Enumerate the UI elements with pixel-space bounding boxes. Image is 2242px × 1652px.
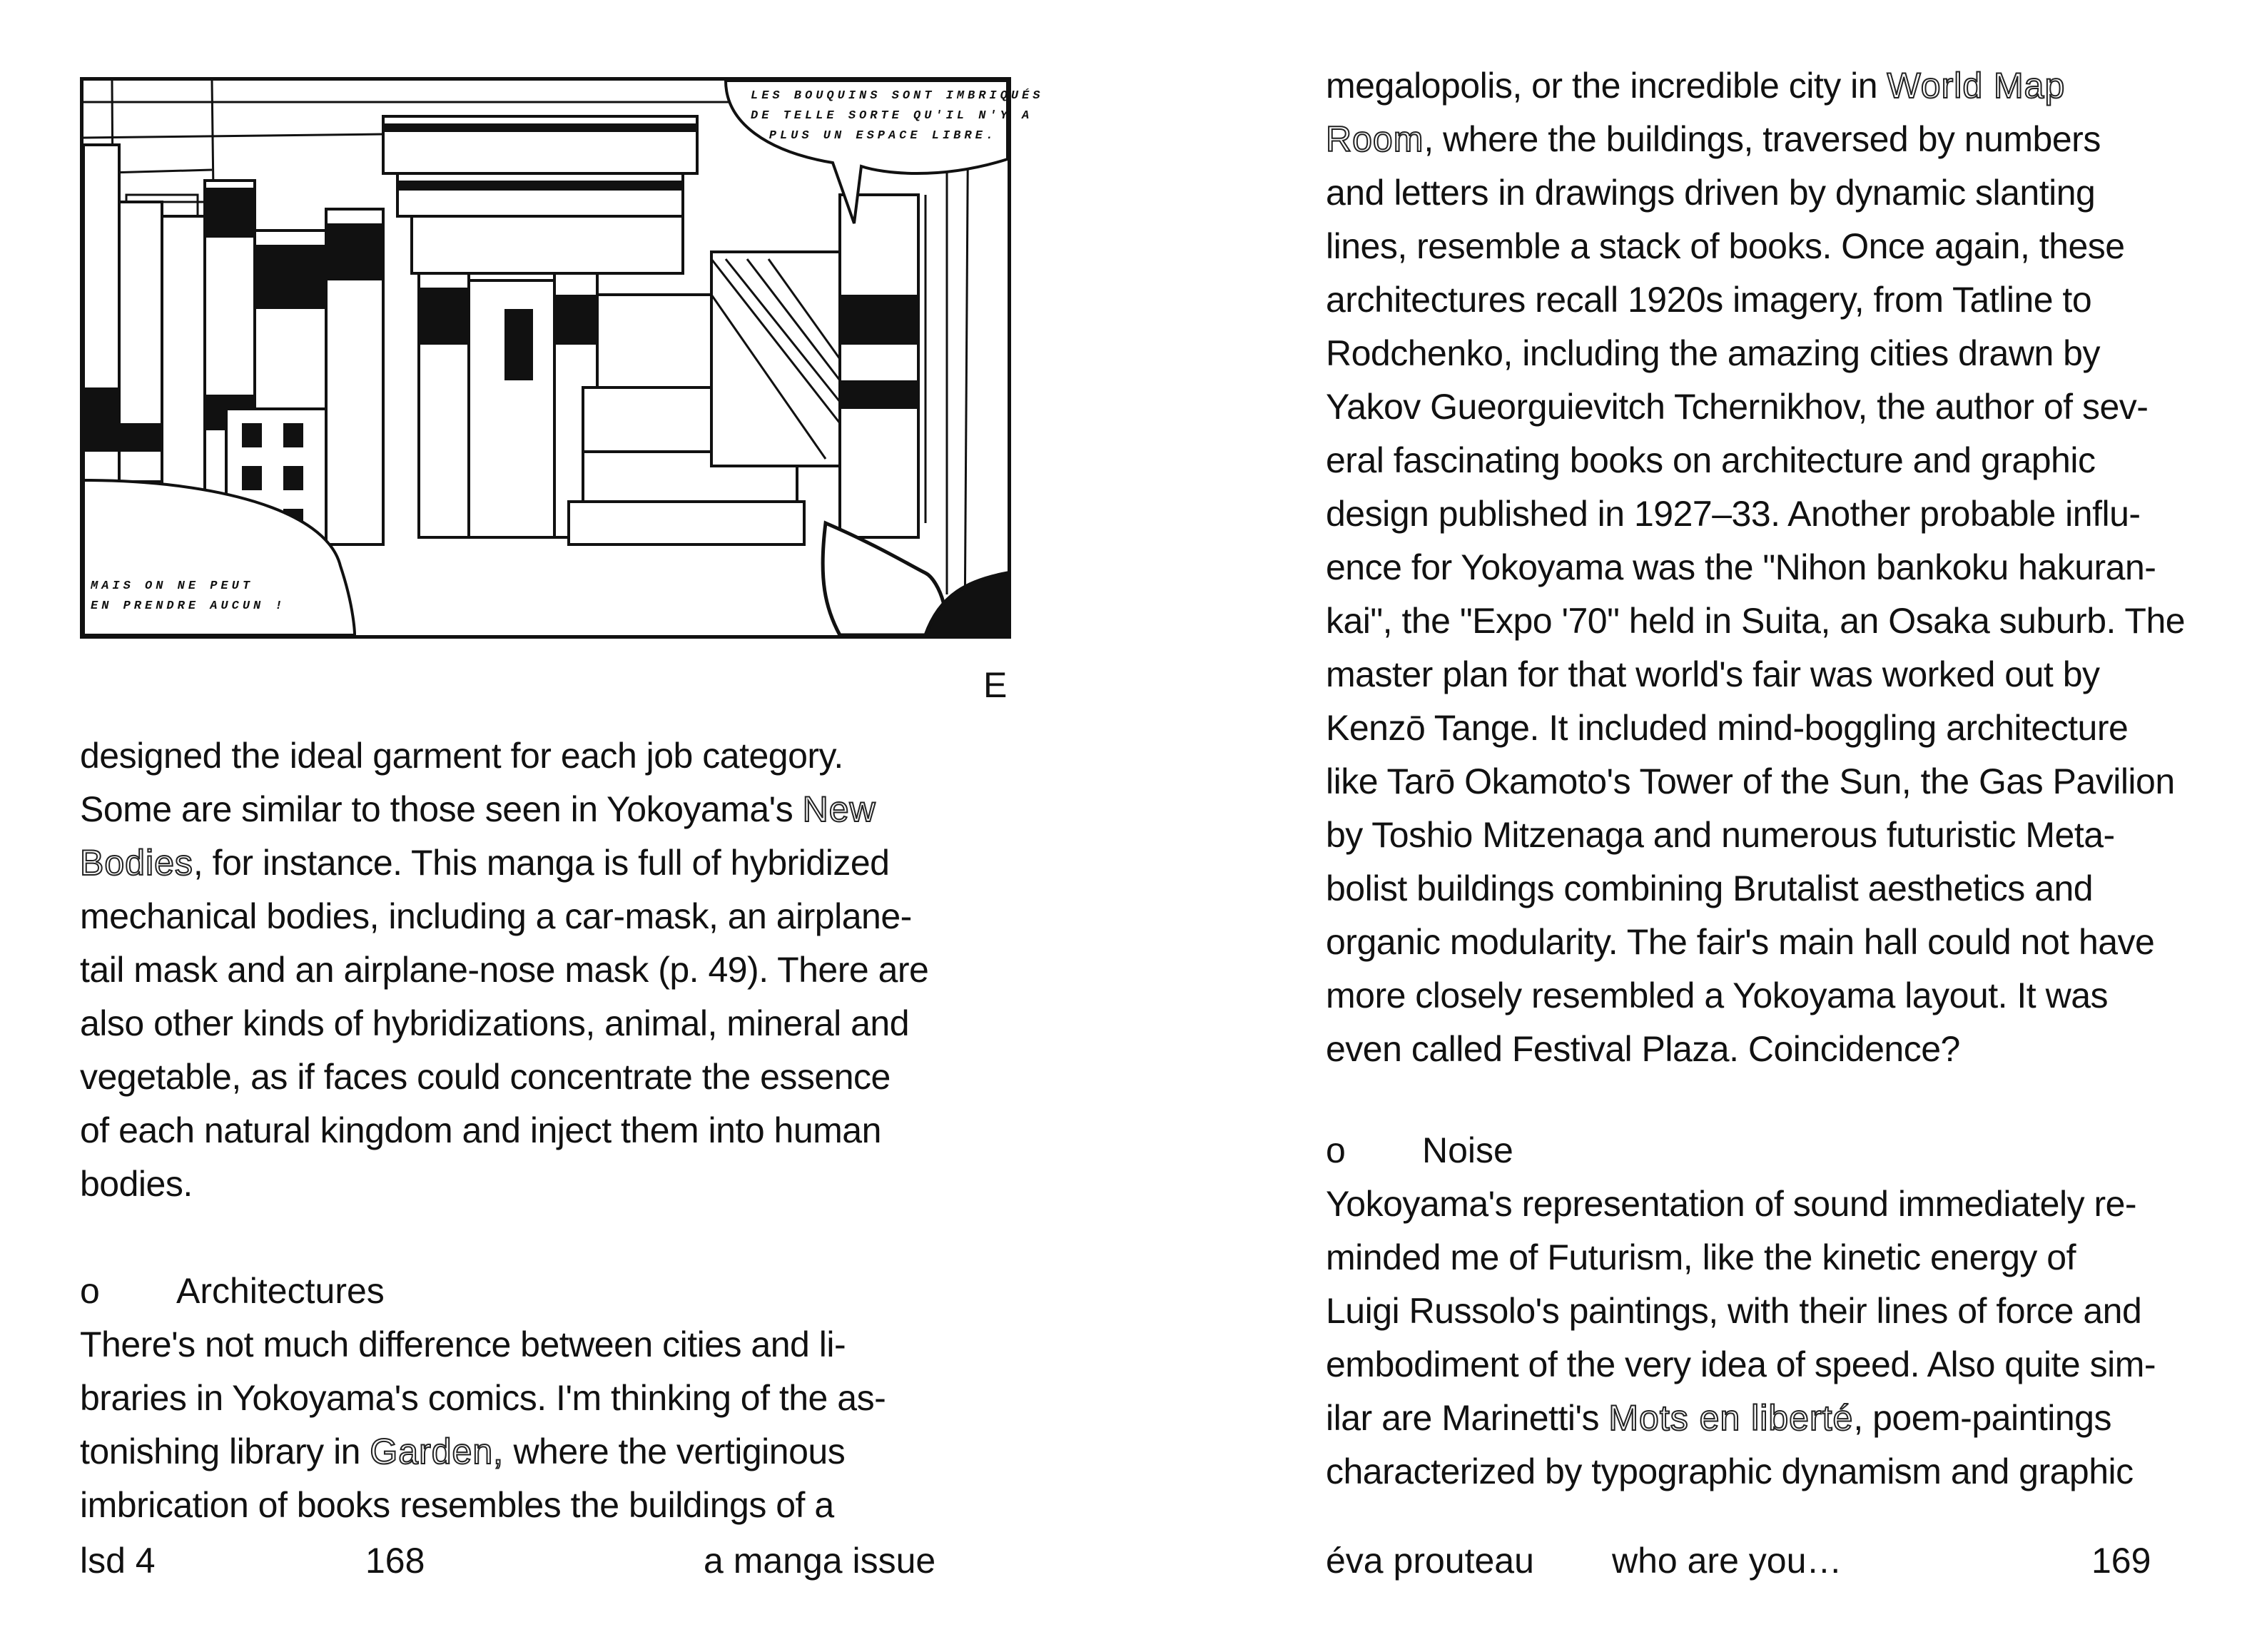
text-line: [80, 1372, 886, 1425]
text-run: master plan for that world's fair was worked out by: [1326, 654, 2100, 694]
text-run: kai", the "Expo '70" held in Suita, an Osaka suburb. The: [1326, 601, 2186, 641]
text-run: and letters in drawings driven by dynamic slanting: [1326, 173, 2096, 213]
text-line: [1326, 166, 2185, 220]
text-run: design published in 1927–33. Another probable influ-: [1326, 494, 2141, 534]
manga-illustration: [83, 81, 1044, 635]
text-run: organic modularity. The fair's main hall could not have: [1326, 922, 2155, 962]
text-line: [1326, 380, 2185, 434]
footer-left-journal: lsd 4: [80, 1541, 156, 1581]
page-number-left: 168: [365, 1541, 425, 1581]
text-run: bolist buildings combining Brutalist aesthetics and: [1326, 868, 2094, 908]
text-line: [1326, 701, 2185, 755]
text-line: [1326, 594, 2185, 648]
text-run: characterized by typographic dynamism and graphic: [1326, 1451, 2134, 1491]
bullet: o: [1326, 1130, 1346, 1170]
section-heading-architectures: [80, 1265, 385, 1318]
text-line: [1326, 1338, 2156, 1392]
text-line: [80, 1425, 886, 1479]
text-line: [80, 1318, 886, 1372]
text-run: , where the buildings, traversed by numbers: [1424, 119, 2101, 159]
book-title-mots-en-liberte: Mots en liberté: [1608, 1398, 1854, 1438]
figure-label: E: [983, 665, 1008, 705]
book-title-world-map-room-cont: Room: [1326, 119, 1424, 159]
text-run: where the vertiginous: [504, 1431, 846, 1471]
text-run: vegetable, as if faces could concentrate the essence: [80, 1057, 891, 1097]
text-run: , for instance. This manga is full of hybridized: [193, 843, 890, 883]
text-run: ence for Yokoyama was the "Nihon bankoku hakuran-: [1326, 547, 2156, 587]
text-line: [1326, 220, 2185, 273]
text-run: Luigi Russolo's paintings, with their lines of force and: [1326, 1291, 2142, 1331]
text-run: Kenzō Tange. It included mind-boggling architecture: [1326, 708, 2129, 748]
text-run: tail mask and an airplane-nose mask (p. 49). There are: [80, 950, 929, 990]
footer-right-author: éva prouteau: [1326, 1541, 1534, 1581]
text-line: [80, 1050, 928, 1104]
right-paragraph-1: [1326, 59, 2185, 1076]
text-line: [1326, 59, 2185, 113]
text-run: tonishing library in: [80, 1431, 370, 1471]
text-line: [1326, 1284, 2156, 1338]
text-line: [1326, 487, 2185, 541]
bullet: o: [80, 1271, 100, 1311]
text-run: megalopolis, or the incredible city in: [1326, 66, 1887, 106]
section-title: Noise: [1422, 1130, 1513, 1170]
left-paragraph-2: [80, 1318, 886, 1532]
caption-bottom-line: EN PRENDRE AUCUN !: [91, 599, 286, 613]
text-line: [1326, 1445, 2156, 1499]
text-run: bodies.: [80, 1164, 193, 1204]
text-run: more closely resembled a Yokoyama layout. It was: [1326, 976, 2108, 1015]
text-run: like Tarō Okamoto's Tower of the Sun, the Gas Pavilion: [1326, 761, 2175, 801]
speech-caption-top: [751, 86, 1044, 146]
text-run: Yokoyama's representation of sound immediately re-: [1326, 1184, 2137, 1224]
text-run: Some are similar to those seen in Yokoyama's: [80, 789, 803, 829]
caption-top-line: DE TELLE SORTE QU'IL N'Y A: [751, 109, 1033, 123]
text-run: ilar are Marinetti's: [1326, 1398, 1609, 1438]
text-run: of each natural kingdom and inject them into human: [80, 1110, 881, 1150]
text-line: [1326, 648, 2185, 701]
section-heading-noise: [1326, 1124, 1513, 1177]
text-line: [1326, 113, 2185, 166]
manga-panel-image: [80, 77, 1044, 639]
text-run: architectures recall 1920s imagery, from Tatline to: [1326, 280, 2092, 320]
text-line: [80, 1104, 928, 1157]
text-line: [1326, 434, 2185, 487]
text-line: [1326, 755, 2185, 809]
text-line: [80, 836, 928, 890]
caption-top-line: LES BOUQUINS SONT IMBRIQUÉS: [751, 89, 1044, 103]
text-line: [1326, 273, 2185, 327]
text-line: [1326, 541, 2185, 594]
left-paragraph-1: [80, 729, 928, 1211]
text-line: [1326, 1177, 2156, 1231]
book-title-new-bodies-cont: Bodies: [80, 843, 193, 883]
right-page: [1121, 0, 2242, 1652]
text-run: also other kinds of hybridizations, animal, mineral and: [80, 1003, 910, 1043]
caption-top-line: PLUS UN ESPACE LIBRE.: [769, 129, 997, 143]
speech-caption-bottom: [91, 577, 286, 617]
page-number-right: 169: [2091, 1541, 2151, 1581]
text-run: , poem-paintings: [1853, 1398, 2111, 1438]
text-line: [1326, 809, 2185, 862]
text-run: embodiment of the very idea of speed. Also quite sim-: [1326, 1344, 2156, 1384]
text-line: [1326, 1392, 2156, 1445]
text-run: designed the ideal garment for each job category.: [80, 736, 843, 776]
text-run: even called Festival Plaza. Coincidence?: [1326, 1029, 1960, 1069]
text-line: [80, 1479, 886, 1532]
text-line: [1326, 969, 2185, 1023]
text-line: [1326, 916, 2185, 969]
right-paragraph-2: [1326, 1177, 2156, 1499]
text-line: [1326, 862, 2185, 916]
text-line: [80, 997, 928, 1050]
text-line: [80, 1157, 928, 1211]
text-line: [80, 729, 928, 783]
text-run: mechanical bodies, including a car-mask, an airplane-: [80, 896, 912, 936]
text-run: lines, resemble a stack of books. Once again, these: [1326, 226, 2125, 266]
text-run: by Toshio Mitzenaga and numerous futuristic Meta-: [1326, 815, 2115, 855]
book-title-garden: Garden,: [370, 1431, 504, 1471]
caption-bottom-line: MAIS ON NE PEUT: [91, 579, 254, 593]
text-run: eral fascinating books on architecture and graphic: [1326, 440, 2096, 480]
text-run: minded me of Futurism, like the kinetic energy of: [1326, 1237, 2076, 1277]
text-line: [1326, 1231, 2156, 1284]
text-run: braries in Yokoyama's comics. I'm thinking of the as-: [80, 1378, 886, 1418]
book-title-new-bodies: New: [802, 789, 876, 829]
text-line: [80, 943, 928, 997]
text-run: Yakov Gueorguievitch Tchernikhov, the author of sev-: [1326, 387, 2149, 427]
text-line: [1326, 327, 2185, 380]
text-line: [80, 890, 928, 943]
text-line: [1326, 1023, 2185, 1076]
text-run: There's not much difference between cities and li-: [80, 1324, 846, 1364]
text-line: [80, 783, 928, 836]
text-run: imbrication of books resembles the buildings of a: [80, 1485, 834, 1525]
footer-left-issue: a manga issue: [704, 1541, 936, 1581]
text-run: Rodchenko, including the amazing cities drawn by: [1326, 333, 2100, 373]
footer-right-title: who are you…: [1612, 1541, 1842, 1581]
section-title: Architectures: [176, 1271, 385, 1311]
book-title-world-map-room: World Map: [1887, 66, 2066, 106]
